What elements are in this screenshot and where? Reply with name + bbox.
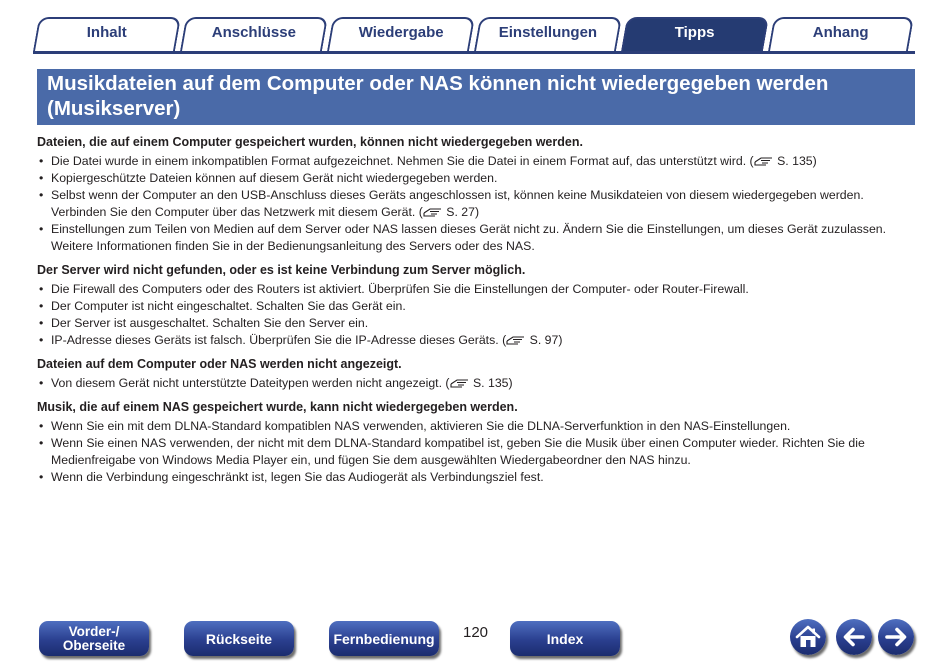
- button-label: Fernbedienung: [333, 630, 435, 647]
- ref-page: S. 97): [529, 333, 563, 347]
- back-button[interactable]: [836, 619, 872, 655]
- tab-label: Wiedergabe: [358, 23, 444, 41]
- pointing-hand-icon: [506, 334, 526, 345]
- button-label: Index: [546, 630, 584, 647]
- section-server-not-found: [37, 261, 917, 349]
- page-title: [37, 69, 915, 125]
- tab-label: Einstellungen: [498, 23, 597, 41]
- page-reference-link[interactable]: [750, 154, 817, 168]
- list-item-text: Einstellungen zum Teilen von Medien auf dem Server oder NAS lassen dieses Gerät nicht zu. Ändern Sie die Einstellungen, um dieses Gerät zuzulassen. Weitere Informationen finden Sie in der Bedienungsanleitung des Servers oder des NAS.: [51, 222, 887, 253]
- page-reference-link[interactable]: [502, 333, 562, 347]
- home-icon: [790, 619, 826, 655]
- list-item-text: Die Datei wurde in einem inkompatiblen Format aufgezeichnet. Nehmen Sie die Datei in einem Format auf, das unterstützt wird.: [51, 154, 747, 168]
- bullet-list: [37, 153, 917, 255]
- ref-open: (: [502, 333, 507, 347]
- main-content: [37, 133, 917, 492]
- section-files-not-shown: [37, 355, 917, 392]
- ref-page: S. 27): [446, 205, 480, 219]
- home-button[interactable]: [790, 619, 826, 655]
- page-title-line2: (Musikserver): [47, 97, 181, 120]
- tab-tipps[interactable]: [621, 17, 769, 51]
- tab-wiedergabe[interactable]: [327, 17, 475, 51]
- list-item: [37, 170, 917, 187]
- list-item: [37, 221, 917, 255]
- bullet-list: [37, 281, 917, 349]
- list-item-text: Von diesem Gerät nicht unterstützte Dateitypen werden nicht angezeigt.: [51, 376, 442, 390]
- pointing-hand-icon: [450, 377, 470, 388]
- tab-einstellungen[interactable]: [474, 17, 622, 51]
- tab-label: Inhalt: [86, 23, 127, 41]
- section-heading: Musik, die auf einem NAS gespeichert wurde, kann nicht wiedergegeben werden.: [37, 400, 518, 414]
- list-item-text: Wenn Sie einen NAS verwenden, der nicht mit dem DLNA-Standard kompatibel ist, geben Sie die Musik über einen Computer wieder. Richten Sie die Medienfreigabe von Windows Media Player ein, und fügen Sie dem ausgewählten Wiedergabeordner den NAS hinzu.: [51, 436, 865, 467]
- tab-label: Tipps: [674, 23, 715, 41]
- button-label: Oberseite: [62, 637, 126, 653]
- list-item-text: Der Computer ist nicht eingeschaltet. Schalten Sie das Gerät ein.: [51, 299, 406, 313]
- button-label: Rückseite: [205, 630, 273, 647]
- remote-control-button[interactable]: [329, 621, 439, 656]
- section-heading: Dateien, die auf einem Computer gespeichert wurden, können nicht wiedergegeben werden.: [37, 135, 583, 149]
- tab-inhalt[interactable]: [33, 17, 181, 51]
- tab-anschluesse[interactable]: [180, 17, 328, 51]
- list-item-text: Die Firewall des Computers oder des Routers ist aktiviert. Überprüfen Sie die Einstellungen der Computer- oder Router-Firewall.: [51, 282, 749, 296]
- list-item: [37, 281, 917, 298]
- list-item: [37, 298, 917, 315]
- index-button[interactable]: [510, 621, 620, 656]
- ref-open: (: [749, 154, 754, 168]
- forward-button[interactable]: [878, 619, 914, 655]
- list-item: [37, 469, 917, 486]
- arrow-left-icon: [836, 619, 872, 655]
- list-item: [37, 435, 917, 469]
- list-item: [37, 153, 917, 170]
- section-computer-files: [37, 133, 917, 255]
- tab-anhang[interactable]: [768, 17, 914, 51]
- list-item: [37, 418, 917, 435]
- page-number: 120: [463, 624, 489, 641]
- list-item-text: Der Server ist ausgeschaltet. Schalten Sie den Server ein.: [51, 316, 369, 330]
- list-item-text: IP-Adresse dieses Geräts ist falsch. Überprüfen Sie die IP-Adresse dieses Geräts.: [51, 333, 499, 347]
- list-item: [37, 332, 917, 349]
- pointing-hand-icon: [423, 206, 443, 217]
- tab-baseline: [33, 51, 915, 54]
- section-heading: Dateien auf dem Computer oder NAS werden nicht angezeigt.: [37, 357, 402, 371]
- list-item-text: Kopiergeschützte Dateien können auf diesem Gerät nicht wiedergegeben werden.: [51, 171, 498, 185]
- ref-open: (: [445, 376, 450, 390]
- front-panel-button[interactable]: [39, 621, 149, 656]
- page-reference-link[interactable]: [419, 205, 479, 219]
- list-item-text: Selbst wenn der Computer an den USB-Anschluss dieses Geräts angeschlossen ist, können keine Musikdateien von diesem wiedergegeben werden. Verbinden Sie den Computer über das Netzwerk mit diesem Gerät.: [51, 188, 864, 219]
- tab-label: Anschlüsse: [211, 23, 296, 41]
- rear-panel-button[interactable]: [184, 621, 294, 656]
- page-title-line1: Musikdateien auf dem Computer oder NAS können nicht wiedergegeben werden: [47, 72, 829, 95]
- list-item-text: Wenn Sie ein mit dem DLNA-Standard kompatiblen NAS verwenden, aktivieren Sie die DLNA-Serverfunktion in den NAS-Einstellungen.: [51, 419, 791, 433]
- section-nas-music: [37, 398, 917, 486]
- button-label: Vorder-/: [68, 623, 120, 639]
- tab-bar: [33, 15, 915, 55]
- arrow-right-icon: [878, 619, 914, 655]
- section-heading: Der Server wird nicht gefunden, oder es ist keine Verbindung zum Server möglich.: [37, 263, 526, 277]
- page-reference-link[interactable]: [445, 376, 512, 390]
- list-item: [37, 375, 917, 392]
- bullet-list: [37, 375, 917, 392]
- pointing-hand-icon: [754, 155, 774, 166]
- ref-page: S. 135): [777, 154, 817, 168]
- list-item: [37, 187, 917, 221]
- list-item-text: Wenn die Verbindung eingeschränkt ist, legen Sie das Audiogerät als Verbindungsziel fest.: [51, 470, 544, 484]
- tab-label: Anhang: [812, 23, 869, 41]
- ref-page: S. 135): [472, 376, 513, 390]
- bullet-list: [37, 418, 917, 486]
- list-item: [37, 315, 917, 332]
- ref-open: (: [418, 205, 423, 219]
